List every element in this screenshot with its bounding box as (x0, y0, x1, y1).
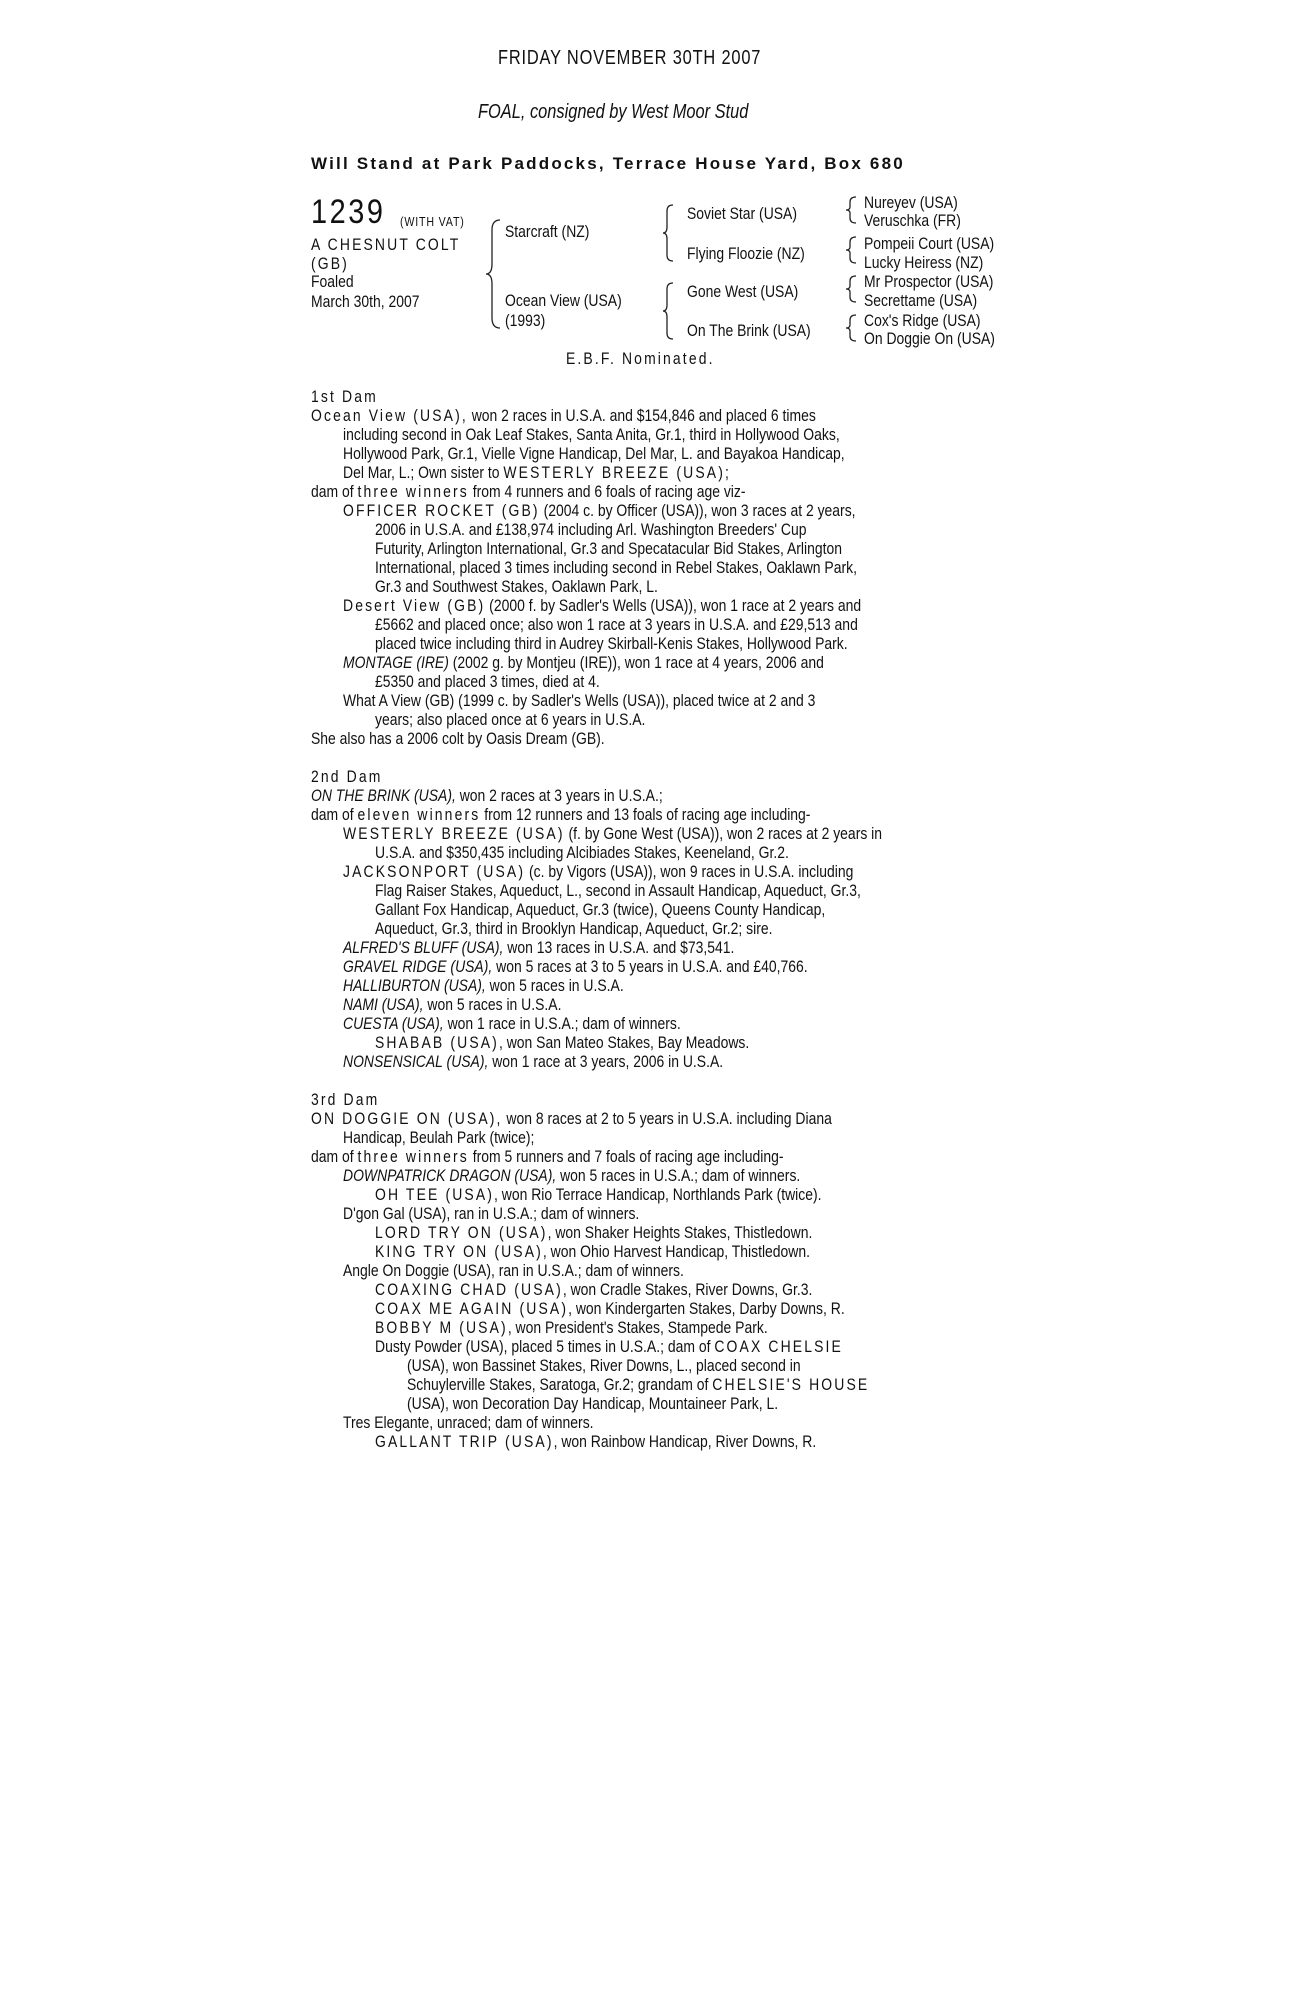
pedigree-g4: Lucky Heiress (NZ) (864, 253, 984, 272)
produce-line: 2006 in U.S.A. and £138,974 including Arl. Washington Breeders' Cup (375, 520, 807, 539)
first-dam-line-3: Hollywood Park, Gr.1, Vielle Vigne Handicap, Del Mar, L. and Bayakoa Handicap, (343, 444, 845, 463)
produce-nonsensical: NONSENSICAL (USA), won 1 race at 3 years, 2006 in U.S.A. (343, 1052, 724, 1071)
produce-cuesta: CUESTA (USA), won 1 race in U.S.A.; dam of winners. (343, 1014, 681, 1033)
third-dam-heading: 3rd Dam (311, 1090, 380, 1109)
pedigree-dam: Ocean View (USA) (505, 291, 622, 310)
pedigree-brace-g2 (846, 235, 860, 265)
produce-line: Flag Raiser Stakes, Aqueduct, L., second in Assault Handicap, Aqueduct, Gr.3, (375, 881, 861, 900)
first-dam-line-1: Ocean View (USA), won 2 races in U.S.A. and $154,846 and placed 6 times (311, 406, 816, 425)
produce-gravel-ridge: GRAVEL RIDGE (USA), won 5 races at 3 to 5 years in U.S.A. and £40,766. (343, 957, 808, 976)
produce-line: £5662 and placed once; also won 1 race at 3 years in U.S.A. and £29,513 and (375, 615, 858, 634)
produce-shabab: SHABAB (USA), won San Mateo Stakes, Bay Meadows. (375, 1033, 750, 1052)
produce-jacksonport: JACKSONPORT (USA) (c. by Vigors (USA)), won 9 races in U.S.A. including (343, 862, 854, 881)
foaled-label: Foaled (311, 272, 354, 291)
foaled-date: March 30th, 2007 (311, 292, 420, 311)
lot-description: A CHESNUT COLT (311, 235, 461, 254)
produce-officer-rocket: OFFICER ROCKET (GB) (2004 c. by Officer (USA)), won 3 races at 2 years, (343, 501, 856, 520)
third-dam-produce-summary: dam of three winners from 5 runners and 7 foals of racing age including- (311, 1147, 784, 1166)
stand-location: Will Stand at Park Paddocks, Terrace House Yard, Box 680 (311, 154, 905, 173)
produce-coax-me-again: COAX ME AGAIN (USA), won Kindergarten Stakes, Darby Downs, R. (375, 1299, 845, 1318)
pedigree-g6: Secrettame (USA) (864, 291, 978, 310)
first-dam-line-4: Del Mar, L.; Own sister to WESTERLY BREEZE (USA); (343, 463, 732, 482)
produce-angle-on-doggie: Angle On Doggie (USA), ran in U.S.A.; dam of winners. (343, 1261, 684, 1280)
produce-tres-elegante: Tres Elegante, unraced; dam of winners. (343, 1413, 594, 1432)
vat-label: (WITH VAT) (400, 214, 465, 229)
produce-line: Schuylerville Stakes, Saratoga, Gr.2; grandam of CHELSIE'S HOUSE (407, 1375, 870, 1394)
second-dam-heading: 2nd Dam (311, 767, 383, 786)
produce-oh-tee: OH TEE (USA), won Rio Terrace Handicap, Northlands Park (twice). (375, 1185, 822, 1204)
pedigree-dam-dam: On The Brink (USA) (687, 321, 811, 340)
produce-montage: MONTAGE (IRE) (2002 g. by Montjeu (IRE)), won 1 race at 4 years, 2006 and (343, 653, 824, 672)
pedigree-brace-g3 (846, 274, 860, 304)
pedigree-brace-sire (663, 203, 677, 263)
produce-line: years; also placed once at 6 years in U.S.A. (375, 710, 646, 729)
lot-country: (GB) (311, 254, 349, 273)
produce-line: Gallant Fox Handicap, Aqueduct, Gr.3 (twice), Queens County Handicap, (375, 900, 826, 919)
pedigree-g1: Nureyev (USA) (864, 193, 958, 212)
produce-lord-try-on: LORD TRY ON (USA), won Shaker Heights Stakes, Thistledown. (375, 1223, 813, 1242)
produce-line: (USA), won Bassinet Stakes, River Downs, L., placed second in (407, 1356, 801, 1375)
first-dam-heading: 1st Dam (311, 387, 378, 406)
sale-date: FRIDAY NOVEMBER 30TH 2007 (498, 47, 762, 69)
produce-downpatrick-dragon: DOWNPATRICK DRAGON (USA), won 5 races in U.S.A.; dam of winners. (343, 1166, 801, 1185)
pedigree-g2: Veruschka (FR) (864, 211, 961, 230)
produce-line: (USA), won Decoration Day Handicap, Mountaineer Park, L. (407, 1394, 779, 1413)
pedigree-brace-g4 (846, 313, 860, 343)
produce-nami: NAMI (USA), won 5 races in U.S.A. (343, 995, 562, 1014)
pedigree-sire: Starcraft (NZ) (505, 222, 590, 241)
pedigree-brace-main (486, 218, 506, 330)
pedigree-dam-year: (1993) (505, 311, 546, 330)
produce-halliburton: HALLIBURTON (USA), won 5 races in U.S.A. (343, 976, 624, 995)
produce-line: U.S.A. and $350,435 including Alcibiades Stakes, Keeneland, Gr.2. (375, 843, 789, 862)
pedigree-sire-dam: Flying Floozie (NZ) (687, 244, 805, 263)
pedigree-brace-dam (663, 281, 677, 341)
produce-king-try-on: KING TRY ON (USA), won Ohio Harvest Handicap, Thistledown. (375, 1242, 810, 1261)
pedigree-sire-sire: Soviet Star (USA) (687, 204, 798, 223)
produce-dusty-powder: Dusty Powder (USA), placed 5 times in U.S.A.; dam of COAX CHELSIE (375, 1337, 843, 1356)
produce-westerly-breeze: WESTERLY BREEZE (USA) (f. by Gone West (USA)), won 2 races at 2 years in (343, 824, 883, 843)
produce-line: £5350 and placed 3 times, died at 4. (375, 672, 600, 691)
produce-coaxing-chad: COAXING CHAD (USA), won Cradle Stakes, River Downs, Gr.3. (375, 1280, 813, 1299)
produce-bobby-m: BOBBY M (USA), won President's Stakes, Stampede Park. (375, 1318, 768, 1337)
produce-what-a-view: What A View (GB) (1999 c. by Sadler's Wells (USA)), placed twice at 2 and 3 (343, 691, 816, 710)
pedigree-g3: Pompeii Court (USA) (864, 234, 995, 253)
pedigree-brace-g1 (846, 195, 860, 225)
produce-line: placed twice including third in Audrey Skirball-Kenis Stakes, Hollywood Park. (375, 634, 848, 653)
produce-dgon-gal: D'gon Gal (USA), ran in U.S.A.; dam of winners. (343, 1204, 640, 1223)
third-dam-line-1: ON DOGGIE ON (USA), won 8 races at 2 to 5 years in U.S.A. including Diana (311, 1109, 832, 1128)
first-dam-also: She also has a 2006 colt by Oasis Dream (GB). (311, 729, 605, 748)
produce-line: International, placed 3 times including second in Rebel Stakes, Oaklawn Park, (375, 558, 857, 577)
produce-line: Futurity, Arlington International, Gr.3 and Specatacular Bid Stakes, Arlington (375, 539, 843, 558)
second-dam-produce-summary: dam of eleven winners from 12 runners and 13 foals of racing age including- (311, 805, 811, 824)
pedigree-g7: Cox's Ridge (USA) (864, 311, 981, 330)
pedigree-dam-sire: Gone West (USA) (687, 282, 799, 301)
ebf-nominated: E.B.F. Nominated. (566, 349, 715, 368)
produce-line: Aqueduct, Gr.3, third in Brooklyn Handicap, Aqueduct, Gr.2; sire. (375, 919, 773, 938)
pedigree-g8: On Doggie On (USA) (864, 329, 995, 348)
second-dam-line-1: ON THE BRINK (USA), won 2 races at 3 years in U.S.A.; (311, 786, 663, 805)
pedigree-g5: Mr Prospector (USA) (864, 272, 994, 291)
lot-number: 1239 (311, 193, 386, 231)
produce-gallant-trip: GALLANT TRIP (USA), won Rainbow Handicap, River Downs, R. (375, 1432, 817, 1451)
produce-desert-view: Desert View (GB) (2000 f. by Sadler's Wells (USA)), won 1 race at 2 years and (343, 596, 862, 615)
produce-alfreds-bluff: ALFRED'S BLUFF (USA), won 13 races in U.S.A. and $73,541. (343, 938, 735, 957)
consignor-line: FOAL, consigned by West Moor Stud (478, 101, 749, 123)
produce-line: Gr.3 and Southwest Stakes, Oaklawn Park, L. (375, 577, 658, 596)
first-dam-produce-summary: dam of three winners from 4 runners and 6 foals of racing age viz- (311, 482, 746, 501)
first-dam-line-2: including second in Oak Leaf Stakes, Santa Anita, Gr.1, third in Hollywood Oaks, (343, 425, 840, 444)
third-dam-line-2: Handicap, Beulah Park (twice); (343, 1128, 535, 1147)
